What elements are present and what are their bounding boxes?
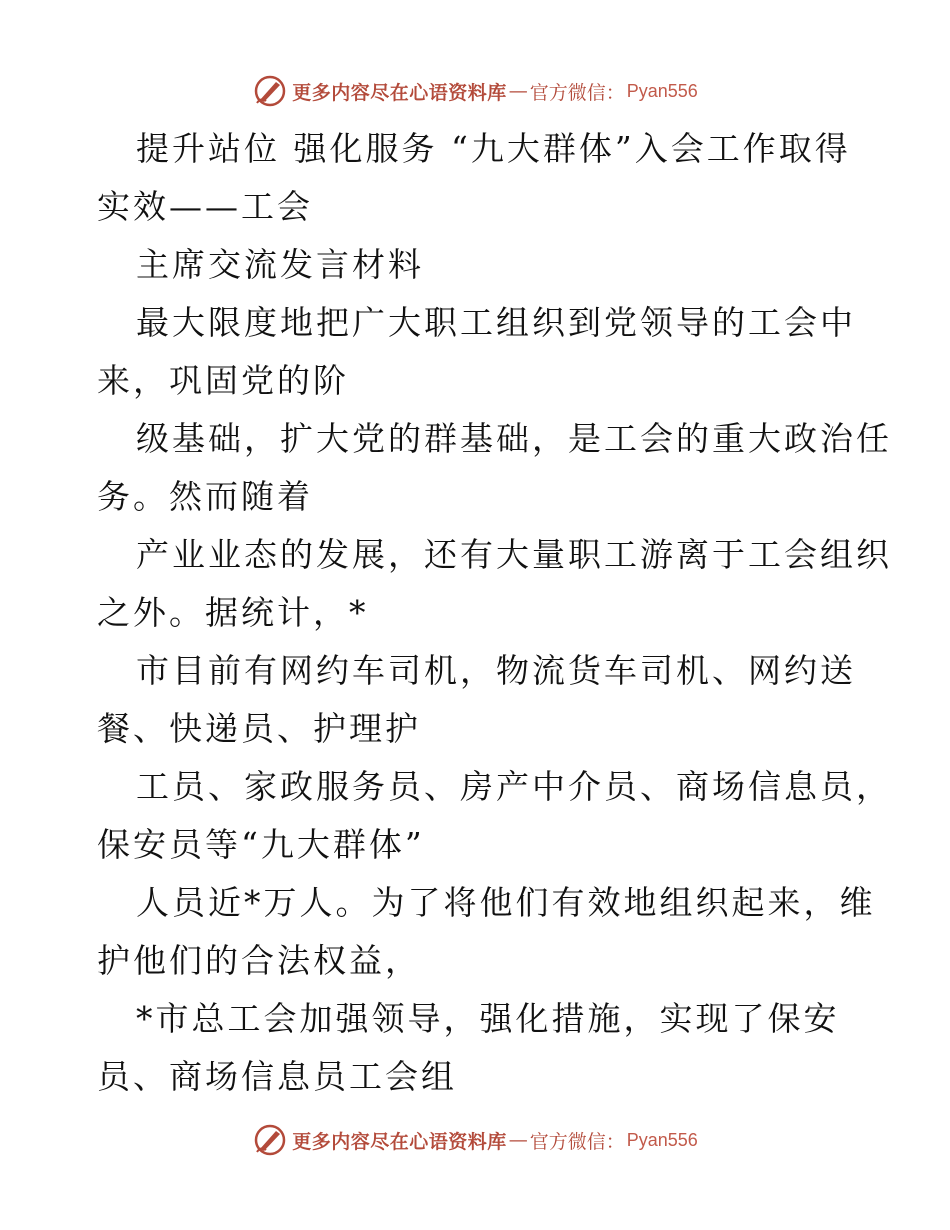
doc-line: 提升站位 强化服务 “九大群体”入会工作取得 — [136, 129, 851, 168]
doc-line: 员、商场信息员工会组 — [97, 1057, 457, 1096]
doc-line: 市目前有网约车司机，物流货车司机、网约送 — [136, 651, 856, 690]
watermark-wechat-id: Pyan556 — [626, 80, 698, 101]
header-watermark — [0, 71, 950, 111]
doc-line: 来，巩固党的阶 — [97, 361, 349, 400]
doc-line: 保安员等“九大群体” — [97, 825, 425, 864]
doc-line: 人员近*万人。为了将他们有效地组织起来，维 — [136, 883, 876, 922]
doc-line: 工员、家政服务员、房产中介员、商场信息员， — [136, 767, 892, 806]
doc-line: *市总工会加强领导，强化措施，实现了保安 — [136, 999, 840, 1038]
watermark-wechat-id: Pyan556 — [626, 1129, 698, 1150]
footer-watermark — [0, 1120, 950, 1160]
watermark-main-text: 更多内容尽在心语资料库 — [292, 1130, 507, 1153]
watermark-official-label: 官方微信： — [529, 1130, 625, 1153]
doc-line: 实效——工会 — [97, 187, 313, 226]
doc-line: 最大限度地把广大职工组织到党领导的工会中 — [136, 303, 856, 342]
doc-line: 护他们的合法权益， — [97, 941, 421, 980]
doc-line: 产业业态的发展，还有大量职工游离于工会组织 — [136, 535, 892, 574]
doc-line: 主席交流发言材料 — [136, 245, 424, 284]
watermark-dash: — — [508, 80, 528, 102]
pen-circle-logo-icon — [252, 73, 288, 109]
watermark-official-label: 官方微信： — [529, 81, 625, 104]
doc-line: 务。然而随着 — [97, 477, 313, 516]
doc-line: 餐、快递员、护理护 — [97, 709, 421, 748]
pen-circle-logo-icon — [252, 1122, 288, 1158]
doc-line: 之外。据统计，* — [97, 593, 369, 632]
watermark-dash: — — [508, 1129, 528, 1151]
watermark-main-text: 更多内容尽在心语资料库 — [292, 81, 507, 104]
doc-line: 级基础，扩大党的群基础，是工会的重大政治任 — [136, 419, 892, 458]
